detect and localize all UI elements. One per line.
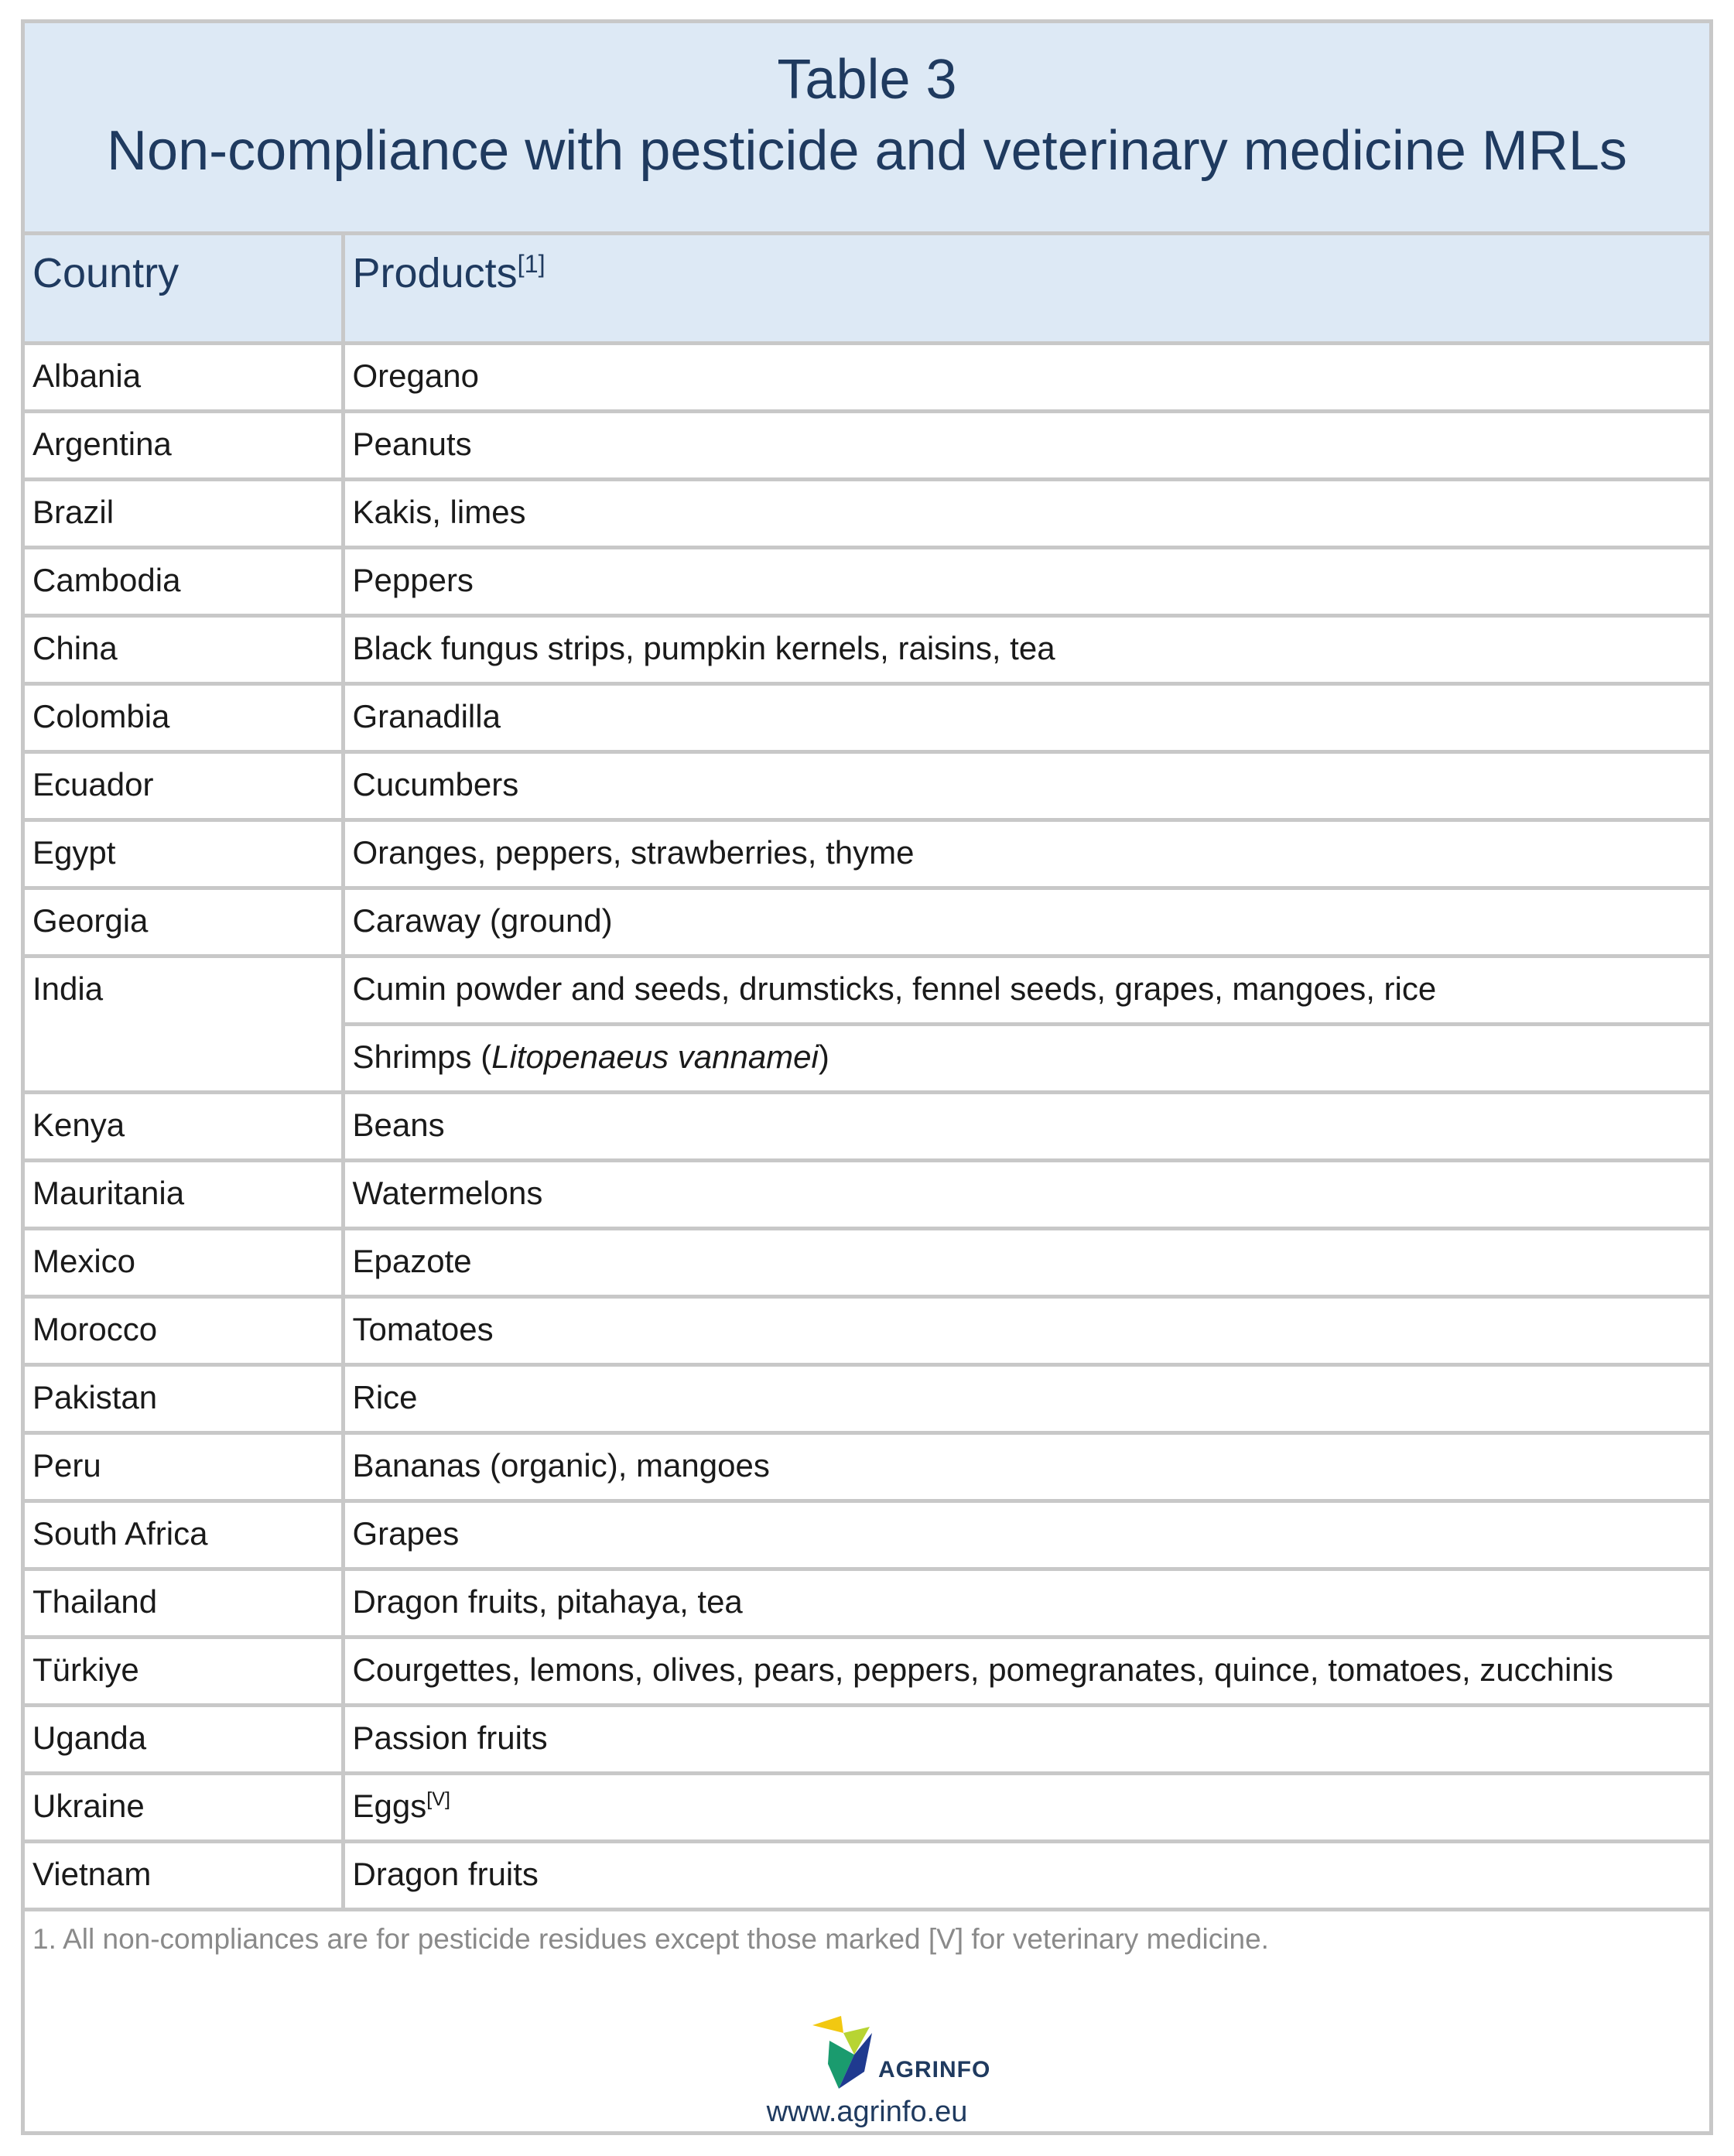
products-cell: Bananas (organic), mangoes [343,1432,1709,1501]
footnote-marker: [1] [517,250,546,278]
country-cell: Brazil [25,479,343,547]
products-cell: Granadilla [343,683,1709,751]
table-row [25,1773,1709,1841]
table-row [25,956,1709,1024]
country-cell: India [25,956,343,1092]
products-cell: Grapes [343,1501,1709,1569]
country-cell: Colombia [25,683,343,751]
table-row [25,547,1709,615]
products-cell: Kakis, limes [343,479,1709,547]
country-cell: Mauritania [25,1160,343,1228]
products-cell: Peppers [343,547,1709,615]
products-cell: Dragon fruits, pitahaya, tea [343,1569,1709,1637]
country-cell: Türkiye [25,1637,343,1705]
products-cell: Tomatoes [343,1296,1709,1364]
country-cell: Ecuador [25,751,343,820]
products-cell: Dragon fruits [343,1841,1709,1909]
products-cell: Eggs[V] [343,1773,1709,1841]
mrl-table [25,235,1709,1911]
table-row [25,411,1709,479]
country-cell: Mexico [25,1228,343,1296]
table-row [25,683,1709,751]
table-row [25,1432,1709,1501]
table-title-block [25,23,1709,235]
products-cell: Beans [343,1092,1709,1160]
country-cell: Cambodia [25,547,343,615]
products-cell: Cumin powder and seeds, drumsticks, fennel seeds, grapes, mangoes, rice [343,956,1709,1024]
table-title: Non-compliance with pesticide and veterinary medicine MRLs [107,120,1627,182]
products-cell: Oranges, peppers, strawberries, thyme [343,820,1709,888]
table-row [25,888,1709,956]
table-row [25,1160,1709,1228]
products-column-header: Products[1] [343,235,1709,343]
country-cell: South Africa [25,1501,343,1569]
country-cell: Albania [25,343,343,411]
country-cell: Morocco [25,1296,343,1364]
products-cell: Shrimps (Litopenaeus vannamei) [343,1024,1709,1092]
products-cell: Passion fruits [343,1705,1709,1773]
products-cell: Epazote [343,1228,1709,1296]
table-number: Table 3 [777,49,957,111]
table-row [25,1228,1709,1296]
table-row [25,479,1709,547]
table-row [25,1637,1709,1705]
table-row [25,751,1709,820]
country-cell: China [25,615,343,683]
country-cell: Georgia [25,888,343,956]
table-header-row [25,235,1709,343]
country-cell: Uganda [25,1705,343,1773]
veterinary-marker: [V] [426,1788,451,1810]
table-row [25,1705,1709,1773]
table-row [25,1092,1709,1160]
products-cell: Rice [343,1364,1709,1432]
products-cell: Black fungus strips, pumpkin kernels, raisins, tea [343,615,1709,683]
table-row [25,1364,1709,1432]
table-row [25,1569,1709,1637]
table-footnote: 1. All non-compliances are for pesticide residues except those marked [V] for veterinary medicine. [32,1923,1269,1955]
table-row [25,1296,1709,1364]
products-cell: Peanuts [343,411,1709,479]
table-row [25,343,1709,411]
country-cell: Thailand [25,1569,343,1637]
products-cell: Oregano [343,343,1709,411]
country-cell: Egypt [25,820,343,888]
country-cell: Vietnam [25,1841,343,1909]
agrinfo-logo-text: AGRINFO [878,2057,991,2082]
table-row [25,1841,1709,1909]
products-cell: Courgettes, lemons, olives, pears, peppers, pomegranates, quince, tomatoes, zucchinis [343,1637,1709,1705]
country-column-header: Country [25,235,343,343]
products-cell: Caraway (ground) [343,888,1709,956]
table-row [25,1501,1709,1569]
table-row [25,820,1709,888]
country-cell: Pakistan [25,1364,343,1432]
table-frame [21,19,1713,2135]
products-cell: Cucumbers [343,751,1709,820]
country-cell: Argentina [25,411,343,479]
country-cell: Ukraine [25,1773,343,1841]
website-link[interactable]: www.agrinfo.eu [766,2096,968,2128]
country-cell: Peru [25,1432,343,1501]
country-cell: Kenya [25,1092,343,1160]
table-row [25,615,1709,683]
products-cell: Watermelons [343,1160,1709,1228]
